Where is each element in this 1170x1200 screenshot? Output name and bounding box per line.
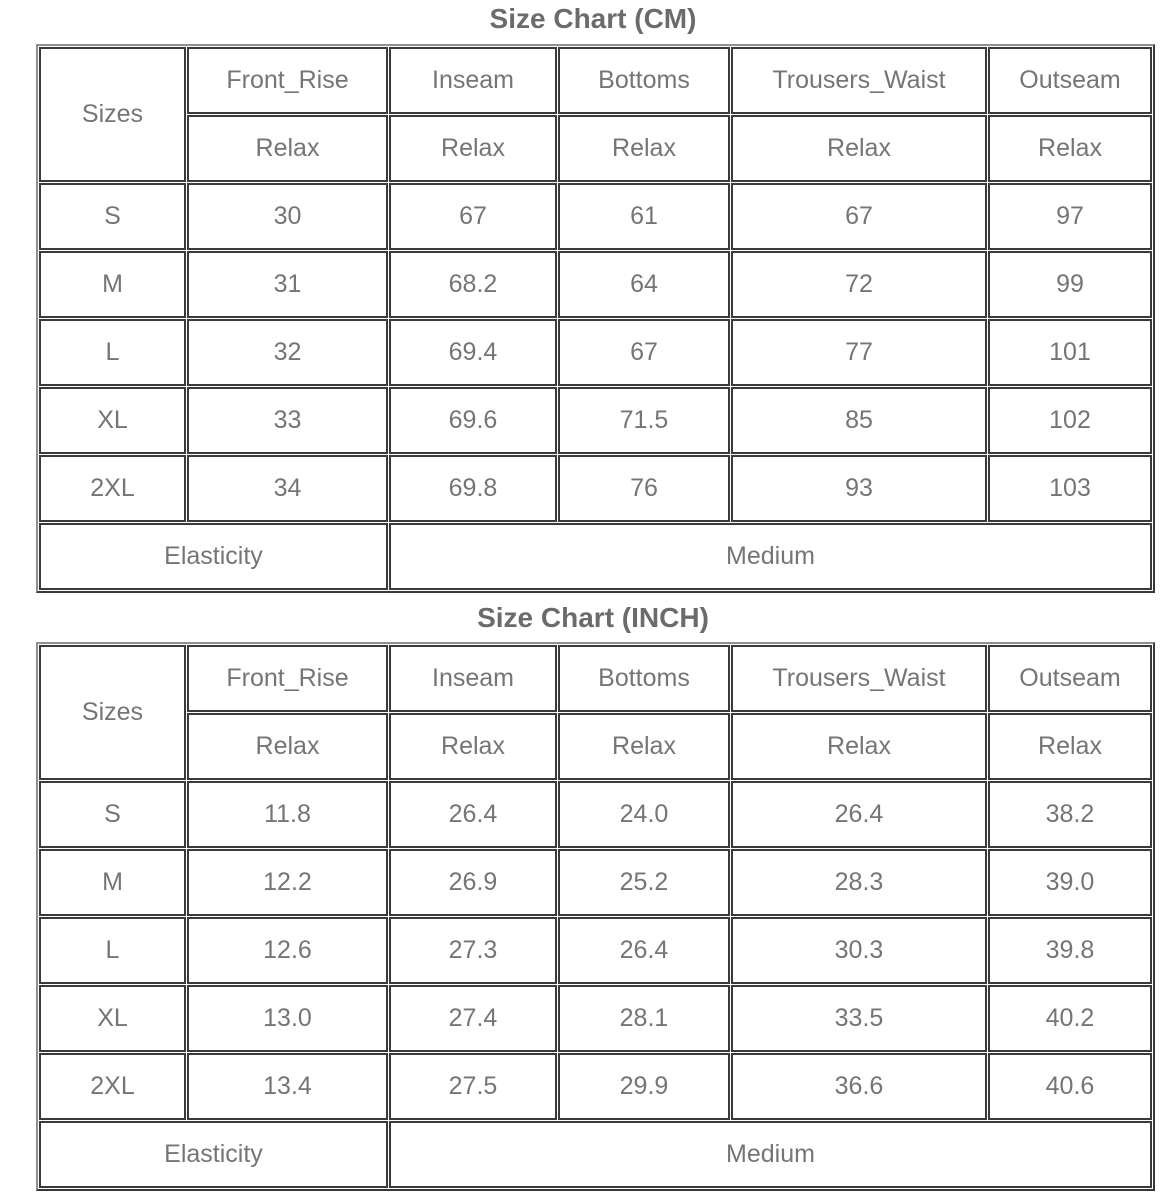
- value-cell: 13.0: [187, 985, 388, 1052]
- value-cell: 39.8: [988, 917, 1152, 984]
- table-row: [39, 917, 1152, 984]
- value-cell: 13.4: [187, 1053, 388, 1120]
- value-cell: 28.1: [558, 985, 730, 1052]
- elasticity-value-cell: Medium: [389, 1121, 1152, 1188]
- value-cell: 67: [731, 183, 987, 250]
- value-cell: 61: [558, 183, 730, 250]
- value-cell: 101: [988, 319, 1152, 386]
- sizes-corner-cell: Sizes: [39, 645, 186, 780]
- subheader-relax-cell: Relax: [187, 713, 388, 780]
- value-cell: 69.6: [389, 387, 557, 454]
- elasticity-label-cell: Elasticity: [39, 523, 388, 590]
- header-bottoms: Bottoms: [558, 645, 730, 712]
- value-cell: 68.2: [389, 251, 557, 318]
- value-cell: 34: [187, 455, 388, 522]
- value-cell: 26.4: [389, 781, 557, 848]
- value-cell: 40.6: [988, 1053, 1152, 1120]
- elasticity-label-cell: Elasticity: [39, 1121, 388, 1188]
- value-cell: 76: [558, 455, 730, 522]
- header-front-rise: Front_Rise: [187, 645, 388, 712]
- table-row: [39, 183, 1152, 250]
- header-bottoms: Bottoms: [558, 47, 730, 114]
- header-inseam: Inseam: [389, 645, 557, 712]
- value-cell: 39.0: [988, 849, 1152, 916]
- value-cell: 85: [731, 387, 987, 454]
- value-cell: 103: [988, 455, 1152, 522]
- size-label-cell: XL: [39, 387, 186, 454]
- table-row: [39, 985, 1152, 1052]
- value-cell: 27.5: [389, 1053, 557, 1120]
- size-label-cell: 2XL: [39, 455, 186, 522]
- table-row: [39, 455, 1152, 522]
- subheader-relax-cell: Relax: [558, 115, 730, 182]
- value-cell: 71.5: [558, 387, 730, 454]
- value-cell: 27.4: [389, 985, 557, 1052]
- value-cell: 33.5: [731, 985, 987, 1052]
- subheader-relax-cell: Relax: [558, 713, 730, 780]
- value-cell: 30.3: [731, 917, 987, 984]
- header-front-rise: Front_Rise: [187, 47, 388, 114]
- footer-row: [39, 1121, 1152, 1188]
- header-row: [39, 47, 1152, 114]
- value-cell: 26.4: [558, 917, 730, 984]
- value-cell: 36.6: [731, 1053, 987, 1120]
- subheader-relax-cell: Relax: [988, 713, 1152, 780]
- subheader-relax-cell: Relax: [731, 115, 987, 182]
- value-cell: 93: [731, 455, 987, 522]
- size-chart-cm-section: [36, 0, 1150, 593]
- subheader-relax-cell: Relax: [988, 115, 1152, 182]
- header-inseam: Inseam: [389, 47, 557, 114]
- footer-row: [39, 523, 1152, 590]
- value-cell: 12.6: [187, 917, 388, 984]
- value-cell: 97: [988, 183, 1152, 250]
- value-cell: 77: [731, 319, 987, 386]
- value-cell: 26.4: [731, 781, 987, 848]
- subheader-relax-cell: Relax: [187, 115, 388, 182]
- header-trousers-waist: Trousers_Waist: [731, 645, 987, 712]
- value-cell: 31: [187, 251, 388, 318]
- value-cell: 40.2: [988, 985, 1152, 1052]
- value-cell: 67: [389, 183, 557, 250]
- value-cell: 69.8: [389, 455, 557, 522]
- size-chart-inch-table: [36, 642, 1155, 1191]
- value-cell: 25.2: [558, 849, 730, 916]
- table-row: [39, 251, 1152, 318]
- value-cell: 26.9: [389, 849, 557, 916]
- size-chart-cm-title: Size Chart (CM): [489, 3, 697, 34]
- table-row: [39, 387, 1152, 454]
- sizes-corner-cell: Sizes: [39, 47, 186, 182]
- value-cell: 102: [988, 387, 1152, 454]
- subheader-relax-cell: Relax: [389, 713, 557, 780]
- header-outseam: Outseam: [988, 645, 1152, 712]
- subheader-row: [39, 115, 1152, 182]
- size-label-cell: S: [39, 183, 186, 250]
- value-cell: 38.2: [988, 781, 1152, 848]
- value-cell: 29.9: [558, 1053, 730, 1120]
- size-label-cell: M: [39, 251, 186, 318]
- subheader-row: [39, 713, 1152, 780]
- value-cell: 99: [988, 251, 1152, 318]
- size-label-cell: L: [39, 917, 186, 984]
- value-cell: 72: [731, 251, 987, 318]
- elasticity-value-cell: Medium: [389, 523, 1152, 590]
- value-cell: 32: [187, 319, 388, 386]
- size-chart-inch-title: Size Chart (INCH): [477, 602, 709, 633]
- value-cell: 64: [558, 251, 730, 318]
- size-label-cell: S: [39, 781, 186, 848]
- value-cell: 67: [558, 319, 730, 386]
- size-chart-inch-section: [36, 593, 1150, 1191]
- value-cell: 28.3: [731, 849, 987, 916]
- subheader-relax-cell: Relax: [389, 115, 557, 182]
- size-label-cell: XL: [39, 985, 186, 1052]
- value-cell: 24.0: [558, 781, 730, 848]
- value-cell: 12.2: [187, 849, 388, 916]
- value-cell: 33: [187, 387, 388, 454]
- table-row: [39, 1053, 1152, 1120]
- table-row: [39, 781, 1152, 848]
- table-row: [39, 319, 1152, 386]
- header-trousers-waist: Trousers_Waist: [731, 47, 987, 114]
- value-cell: 11.8: [187, 781, 388, 848]
- size-chart-cm-table: [36, 44, 1155, 593]
- subheader-relax-cell: Relax: [731, 713, 987, 780]
- header-outseam: Outseam: [988, 47, 1152, 114]
- value-cell: 27.3: [389, 917, 557, 984]
- size-label-cell: M: [39, 849, 186, 916]
- header-row: [39, 645, 1152, 712]
- size-label-cell: L: [39, 319, 186, 386]
- value-cell: 69.4: [389, 319, 557, 386]
- table-row: [39, 849, 1152, 916]
- size-label-cell: 2XL: [39, 1053, 186, 1120]
- value-cell: 30: [187, 183, 388, 250]
